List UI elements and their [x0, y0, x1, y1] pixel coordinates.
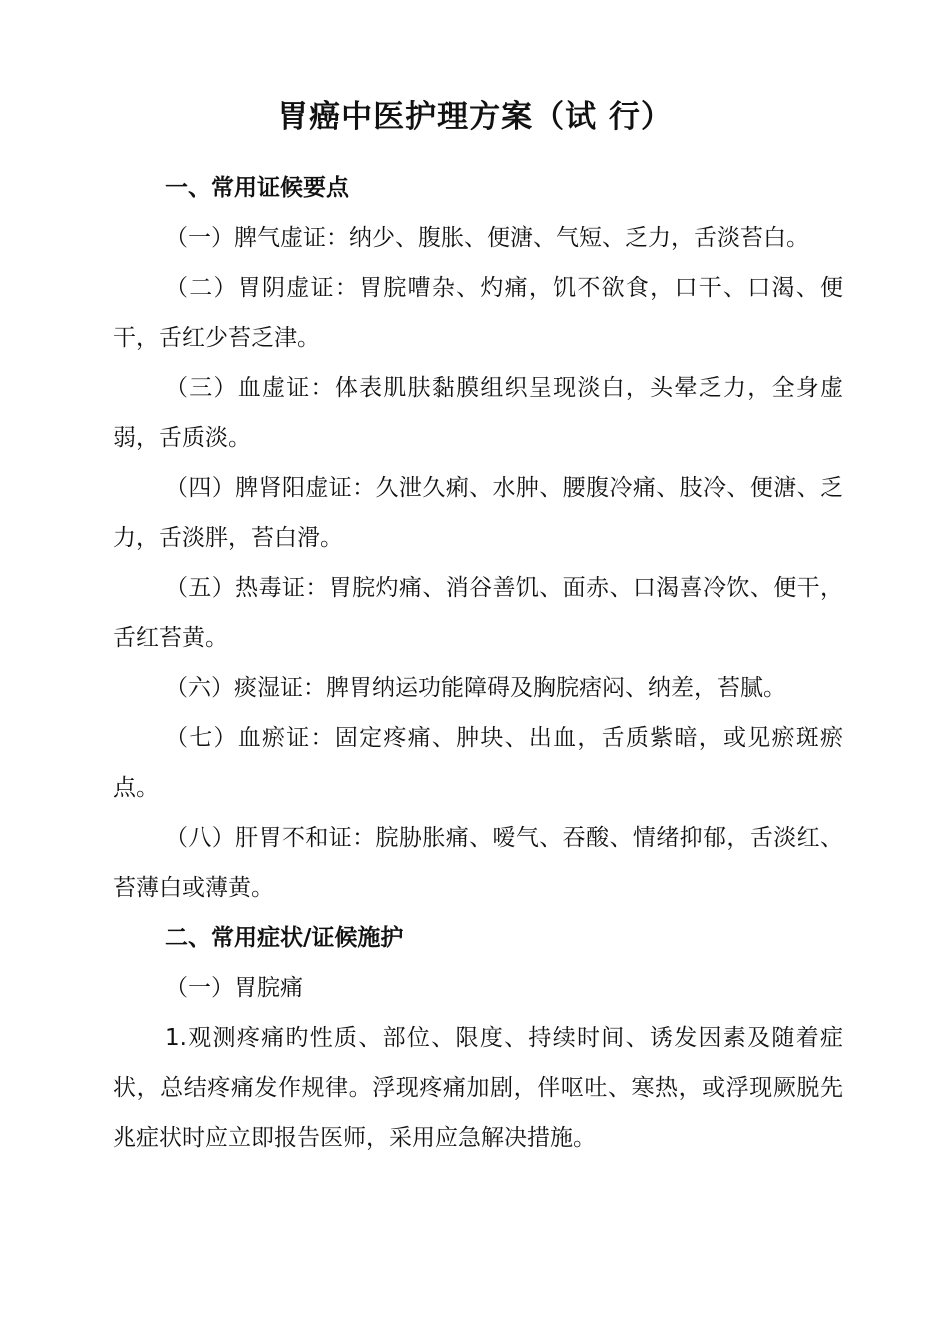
paragraph-1: 1.观测疼痛旳性质、部位、限度、持续时间、诱发因素及随着症状，总结疼痛发作规律。浮现疼痛加剧，伴呕吐、寒热，或浮现厥脱先兆症状时应立即报告医师，采用应急解决措施。: [113, 1025, 843, 1151]
syndrome-item-1: （一）脾气虚证：纳少、腹胀、便溏、气短、乏力，舌淡苔白。: [165, 225, 809, 251]
syndrome-item-6: （六）痰湿证：脾胃纳运功能障碍及胸脘痞闷、纳差，苔腻。: [165, 675, 786, 701]
section-heading-1: 一、常用证候要点: [165, 175, 349, 201]
syndrome-item-2: （二）胃阴虚证：胃脘嘈杂、灼痛，饥不欲食，口干、口渴、便干，舌红少苔乏津。: [113, 275, 843, 351]
document-title: 胃癌中医护理方案（试 行）: [277, 99, 673, 135]
document-body: [113, 163, 843, 1163]
syndrome-item-5: （五）热毒证：胃脘灼痛、消谷善饥、面赤、口渴喜冷饮、便干，舌红苔黄。: [113, 575, 843, 651]
subsection-heading: （一）胃脘痛: [165, 975, 303, 1001]
section-heading-2: 二、常用症状/证候施护: [165, 925, 404, 951]
syndrome-item-4: （四）脾肾阳虚证：久泄久痢、水肿、腰腹冷痛、肢冷、便溏、乏力，舌淡胖，苔白滑。: [113, 475, 843, 551]
syndrome-item-8: （八）肝胃不和证：脘胁胀痛、嗳气、吞酸、情绪抑郁，舌淡红、苔薄白或薄黄。: [113, 825, 843, 901]
syndrome-item-3: （三）血虚证：体表肌肤黏膜组织呈现淡白，头晕乏力，全身虚弱，舌质淡。: [113, 375, 843, 451]
syndrome-item-7: （七）血瘀证：固定疼痛、肿块、出血，舌质紫暗，或见瘀斑瘀点。: [113, 725, 843, 801]
